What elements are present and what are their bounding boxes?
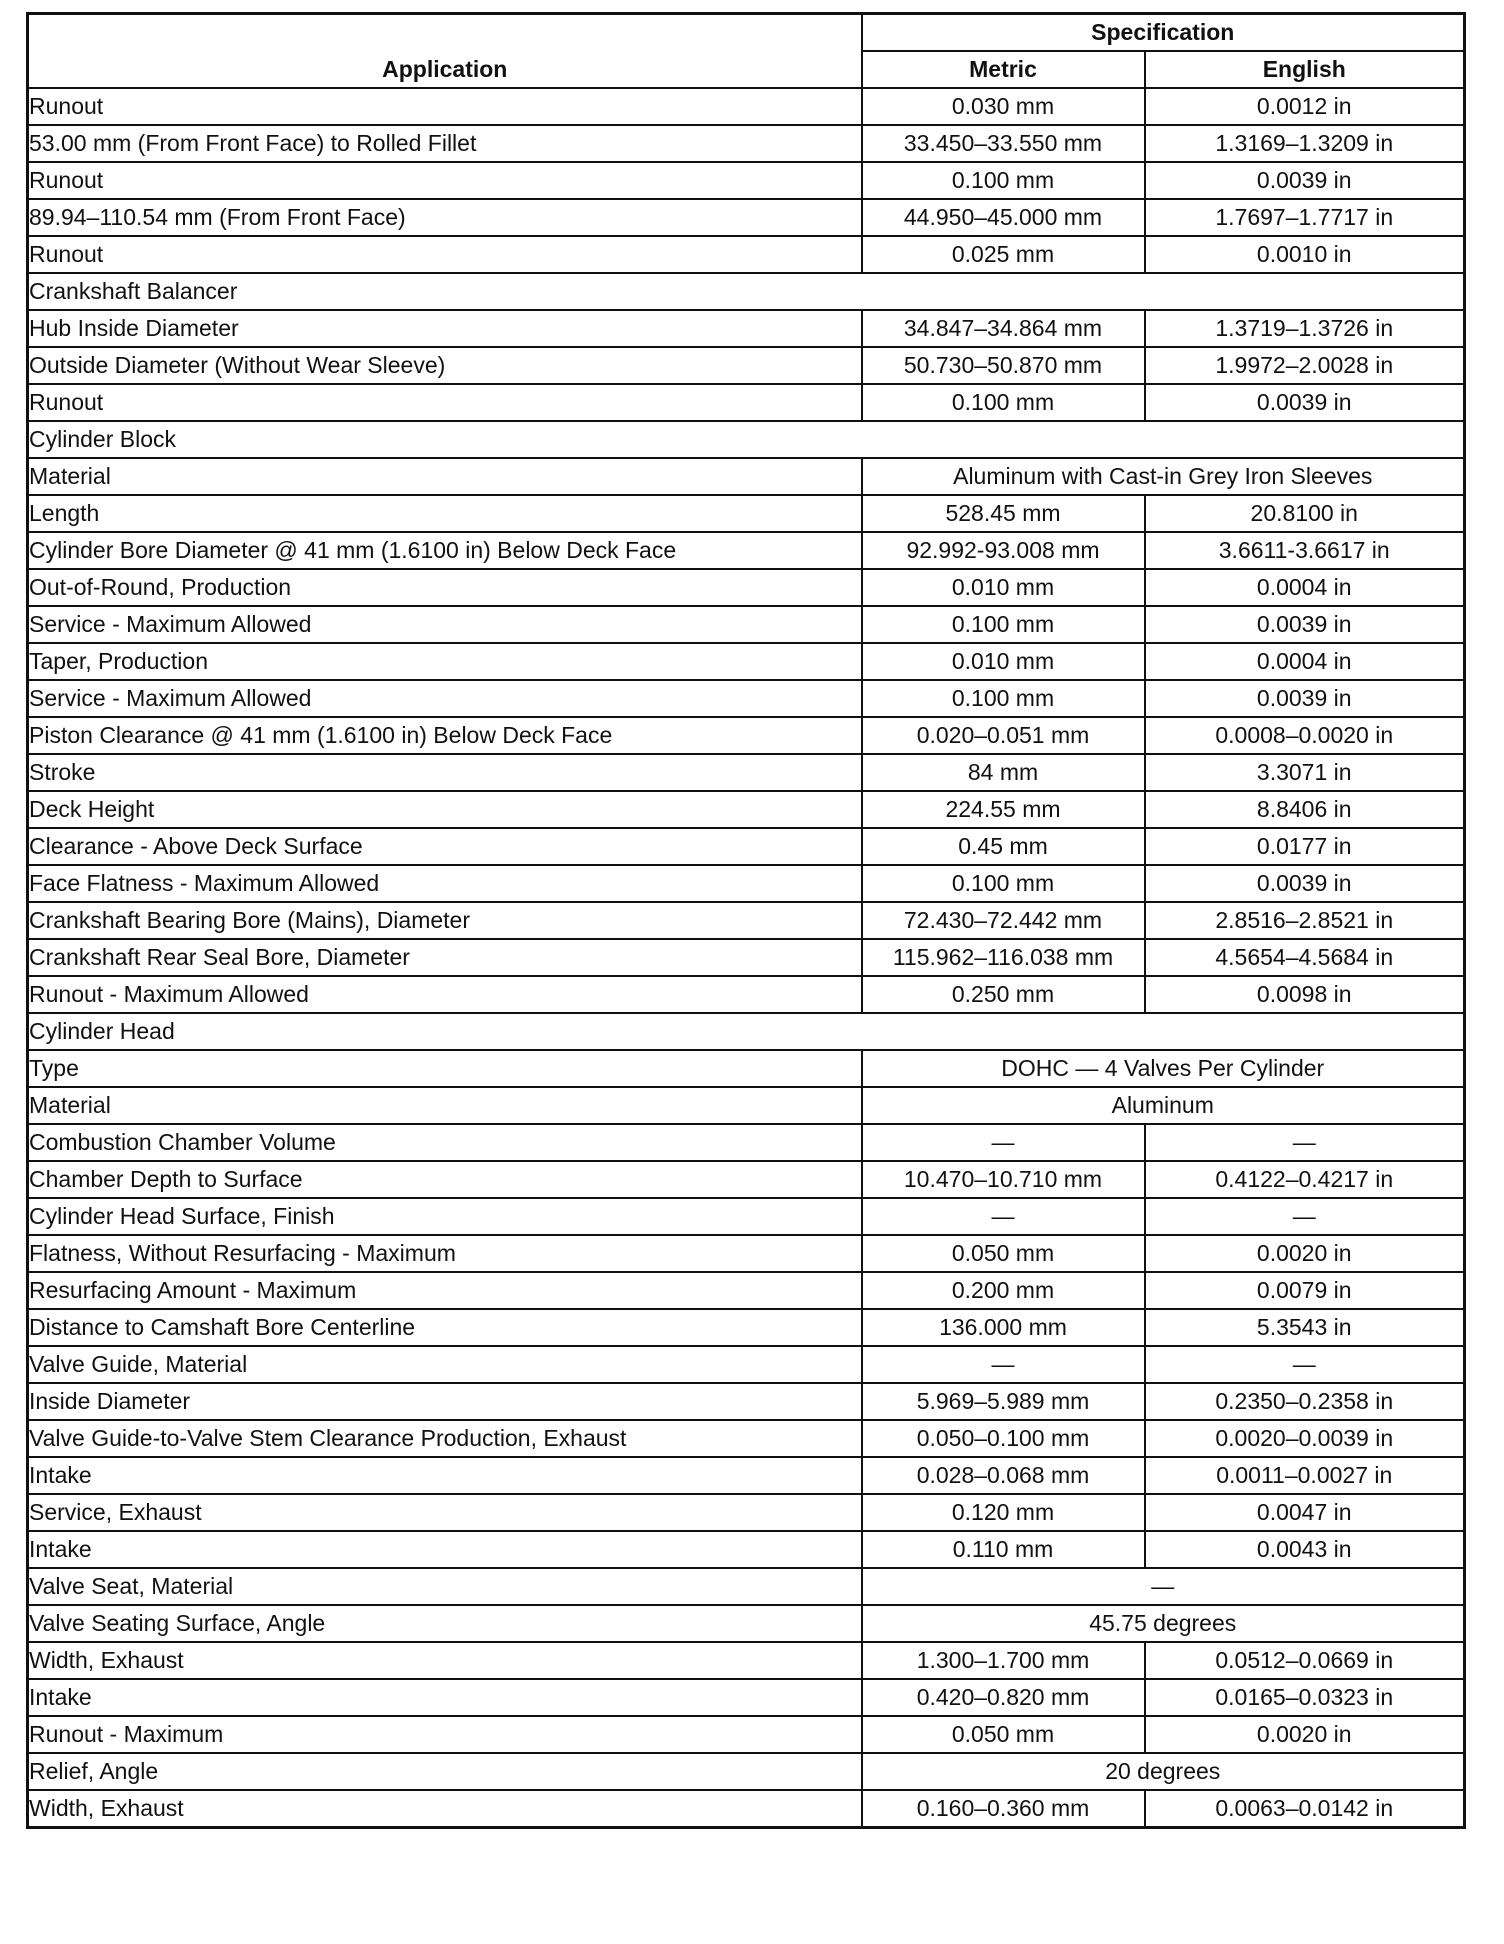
english-cell: 8.8406 in [1145,791,1465,828]
english-cell: 0.2350–0.2358 in [1145,1383,1465,1420]
english-cell: 0.0008–0.0020 in [1145,717,1465,754]
metric-cell: 528.45 mm [862,495,1145,532]
application-cell: Face Flatness - Maximum Allowed [28,865,862,902]
metric-cell: — [862,1124,1145,1161]
english-cell: 0.0512–0.0669 in [1145,1642,1465,1679]
metric-cell: 44.950–45.000 mm [862,199,1145,236]
english-cell: 1.7697–1.7717 in [1145,199,1465,236]
table-body [28,88,1465,1828]
metric-cell: 0.100 mm [862,680,1145,717]
application-cell: Taper, Production [28,643,862,680]
english-cell: 0.0020 in [1145,1235,1465,1272]
metric-cell: 92.992-93.008 mm [862,532,1145,569]
application-cell: Runout [28,236,862,273]
english-cell: 0.0098 in [1145,976,1465,1013]
english-cell: — [1145,1124,1465,1161]
table-row [28,347,1465,384]
metric-cell: 0.420–0.820 mm [862,1679,1145,1716]
application-cell: Width, Exhaust [28,1790,862,1828]
english-cell: 20.8100 in [1145,495,1465,532]
metric-cell: 0.020–0.051 mm [862,717,1145,754]
table-row [28,717,1465,754]
metric-cell: 10.470–10.710 mm [862,1161,1145,1198]
application-cell: Combustion Chamber Volume [28,1124,862,1161]
english-cell: 1.3719–1.3726 in [1145,310,1465,347]
metric-cell: 0.160–0.360 mm [862,1790,1145,1828]
table-row [28,902,1465,939]
table-row [28,1161,1465,1198]
english-cell: 1.3169–1.3209 in [1145,125,1465,162]
table-row [28,1383,1465,1420]
application-cell: Inside Diameter [28,1383,862,1420]
english-cell: 0.4122–0.4217 in [1145,1161,1465,1198]
section-row [28,421,1465,458]
table-row [28,1605,1465,1642]
table-row [28,680,1465,717]
table-row [28,1494,1465,1531]
application-cell: Length [28,495,862,532]
application-cell: Runout [28,384,862,421]
metric-cell: 0.110 mm [862,1531,1145,1568]
application-cell: Intake [28,1679,862,1716]
english-cell: 0.0004 in [1145,569,1465,606]
metric-cell: 0.025 mm [862,236,1145,273]
specification-cell: 45.75 degrees [862,1605,1465,1642]
metric-cell: 0.45 mm [862,828,1145,865]
english-cell: 0.0079 in [1145,1272,1465,1309]
table-row [28,1642,1465,1679]
table-row [28,310,1465,347]
specification-header: Specification [862,14,1465,52]
application-cell: Out-of-Round, Production [28,569,862,606]
metric-header: Metric [862,51,1145,88]
application-cell: Material [28,458,862,495]
table-row [28,532,1465,569]
english-cell: 0.0165–0.0323 in [1145,1679,1465,1716]
metric-cell: 0.200 mm [862,1272,1145,1309]
table-row [28,1531,1465,1568]
table-row [28,1457,1465,1494]
english-cell: 0.0020 in [1145,1716,1465,1753]
application-cell: Runout - Maximum [28,1716,862,1753]
application-cell: Clearance - Above Deck Surface [28,828,862,865]
table-row [28,1050,1465,1087]
table-row [28,791,1465,828]
application-cell: Relief, Angle [28,1753,862,1790]
application-cell: Crankshaft Bearing Bore (Mains), Diameter [28,902,862,939]
english-cell: 0.0012 in [1145,88,1465,125]
section-row [28,1013,1465,1050]
metric-cell: 224.55 mm [862,791,1145,828]
metric-cell: 0.250 mm [862,976,1145,1013]
application-cell: Piston Clearance @ 41 mm (1.6100 in) Below Deck Face [28,717,862,754]
table-row [28,643,1465,680]
english-cell: 0.0004 in [1145,643,1465,680]
english-cell: 0.0177 in [1145,828,1465,865]
english-header: English [1145,51,1465,88]
table-row [28,754,1465,791]
application-cell: Resurfacing Amount - Maximum [28,1272,862,1309]
metric-cell: 33.450–33.550 mm [862,125,1145,162]
application-cell: Runout [28,162,862,199]
table-row [28,976,1465,1013]
english-cell: 2.8516–2.8521 in [1145,902,1465,939]
specification-cell: — [862,1568,1465,1605]
metric-cell: 84 mm [862,754,1145,791]
table-row [28,1716,1465,1753]
english-cell: 4.5654–4.5684 in [1145,939,1465,976]
metric-cell: 5.969–5.989 mm [862,1383,1145,1420]
table-row [28,1420,1465,1457]
metric-cell: 34.847–34.864 mm [862,310,1145,347]
application-cell: Runout [28,88,862,125]
application-cell: Service - Maximum Allowed [28,680,862,717]
metric-cell: 0.100 mm [862,606,1145,643]
table-row [28,162,1465,199]
table-row [28,939,1465,976]
table-row [28,606,1465,643]
table-row [28,1568,1465,1605]
table-row [28,88,1465,125]
application-cell: Valve Seating Surface, Angle [28,1605,862,1642]
table-row [28,865,1465,902]
table-row [28,1679,1465,1716]
application-cell: Intake [28,1457,862,1494]
metric-cell: — [862,1198,1145,1235]
section-title: Cylinder Head [28,1013,1465,1050]
english-cell: 0.0011–0.0027 in [1145,1457,1465,1494]
table-row [28,1309,1465,1346]
application-cell: 53.00 mm (From Front Face) to Rolled Fillet [28,125,862,162]
application-cell: Distance to Camshaft Bore Centerline [28,1309,862,1346]
metric-cell: 0.050 mm [862,1716,1145,1753]
application-cell: Valve Guide-to-Valve Stem Clearance Production, Exhaust [28,1420,862,1457]
metric-cell: — [862,1346,1145,1383]
application-cell: Deck Height [28,791,862,828]
english-cell: 3.3071 in [1145,754,1465,791]
table-row [28,1272,1465,1309]
specification-table [26,12,1466,1829]
application-cell: Service - Maximum Allowed [28,606,862,643]
english-cell: 1.9972–2.0028 in [1145,347,1465,384]
table-row [28,569,1465,606]
specification-cell: Aluminum [862,1087,1465,1124]
application-cell: Valve Seat, Material [28,1568,862,1605]
english-cell: 5.3543 in [1145,1309,1465,1346]
table-row [28,1346,1465,1383]
metric-cell: 0.050–0.100 mm [862,1420,1145,1457]
table-row [28,125,1465,162]
application-cell: Service, Exhaust [28,1494,862,1531]
english-cell: 3.6611-3.6617 in [1145,532,1465,569]
specification-cell: 20 degrees [862,1753,1465,1790]
section-row [28,273,1465,310]
metric-cell: 0.010 mm [862,569,1145,606]
metric-cell: 0.120 mm [862,1494,1145,1531]
metric-cell: 0.010 mm [862,643,1145,680]
table-header [28,14,1465,89]
metric-cell: 0.028–0.068 mm [862,1457,1145,1494]
metric-cell: 0.030 mm [862,88,1145,125]
table-row [28,1087,1465,1124]
english-cell: 0.0039 in [1145,162,1465,199]
english-cell: 0.0039 in [1145,606,1465,643]
english-cell: 0.0039 in [1145,680,1465,717]
application-cell: Cylinder Bore Diameter @ 41 mm (1.6100 in) Below Deck Face [28,532,862,569]
english-cell: — [1145,1346,1465,1383]
metric-cell: 1.300–1.700 mm [862,1642,1145,1679]
metric-cell: 0.100 mm [862,384,1145,421]
english-cell: — [1145,1198,1465,1235]
application-cell: Valve Guide, Material [28,1346,862,1383]
specification-cell: Aluminum with Cast-in Grey Iron Sleeves [862,458,1465,495]
application-cell: Stroke [28,754,862,791]
section-title: Cylinder Block [28,421,1465,458]
table-row [28,1753,1465,1790]
application-cell: Intake [28,1531,862,1568]
application-cell: 89.94–110.54 mm (From Front Face) [28,199,862,236]
table-row [28,1124,1465,1161]
metric-cell: 0.100 mm [862,162,1145,199]
metric-cell: 115.962–116.038 mm [862,939,1145,976]
english-cell: 0.0020–0.0039 in [1145,1420,1465,1457]
english-cell: 0.0039 in [1145,865,1465,902]
english-cell: 0.0010 in [1145,236,1465,273]
metric-cell: 72.430–72.442 mm [862,902,1145,939]
header-row-top [28,14,1465,52]
table-row [28,384,1465,421]
application-header: Application [28,14,862,89]
table-row [28,1235,1465,1272]
specification-cell: DOHC — 4 Valves Per Cylinder [862,1050,1465,1087]
application-cell: Cylinder Head Surface, Finish [28,1198,862,1235]
application-cell: Flatness, Without Resurfacing - Maximum [28,1235,862,1272]
english-cell: 0.0039 in [1145,384,1465,421]
application-cell: Chamber Depth to Surface [28,1161,862,1198]
application-cell: Outside Diameter (Without Wear Sleeve) [28,347,862,384]
application-cell: Width, Exhaust [28,1642,862,1679]
table-row [28,236,1465,273]
table-row [28,1790,1465,1828]
metric-cell: 0.050 mm [862,1235,1145,1272]
metric-cell: 50.730–50.870 mm [862,347,1145,384]
english-cell: 0.0047 in [1145,1494,1465,1531]
table-row [28,495,1465,532]
table-row [28,828,1465,865]
table-row [28,458,1465,495]
application-cell: Hub Inside Diameter [28,310,862,347]
application-cell: Material [28,1087,862,1124]
section-title: Crankshaft Balancer [28,273,1465,310]
english-cell: 0.0063–0.0142 in [1145,1790,1465,1828]
metric-cell: 136.000 mm [862,1309,1145,1346]
english-cell: 0.0043 in [1145,1531,1465,1568]
metric-cell: 0.100 mm [862,865,1145,902]
table-row [28,1198,1465,1235]
table-row [28,199,1465,236]
application-cell: Runout - Maximum Allowed [28,976,862,1013]
application-cell: Type [28,1050,862,1087]
application-cell: Crankshaft Rear Seal Bore, Diameter [28,939,862,976]
